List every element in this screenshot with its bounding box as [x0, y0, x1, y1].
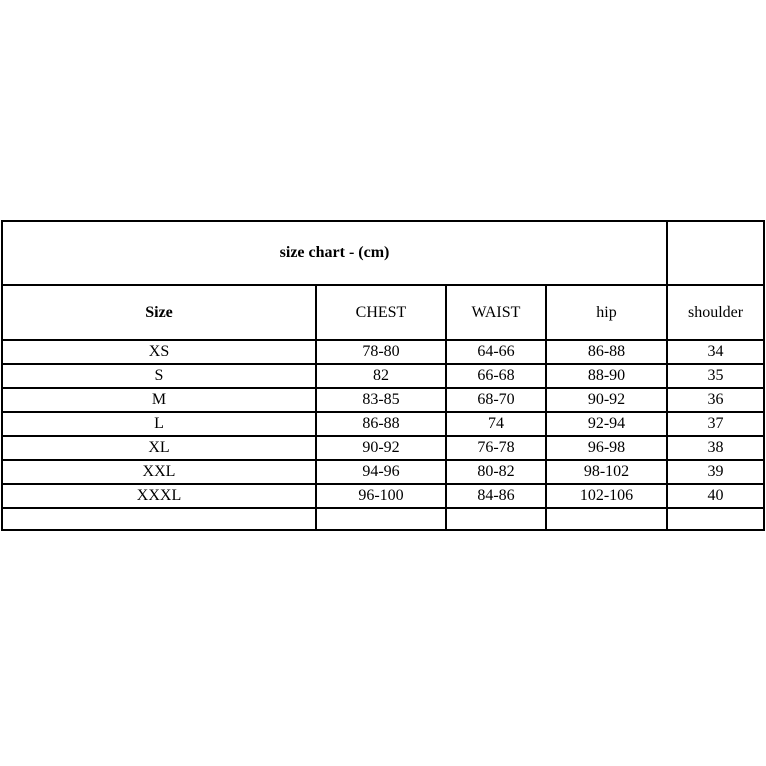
column-header-waist: WAIST: [446, 285, 546, 340]
column-header-chest: CHEST: [316, 285, 446, 340]
column-header-hip: hip: [546, 285, 667, 340]
size-cell: L: [2, 412, 316, 436]
hip-cell: 88-90: [546, 364, 667, 388]
chest-cell: 86-88: [316, 412, 446, 436]
table-row-xxxl: [2, 484, 764, 508]
table-row-xs: [2, 340, 764, 364]
title-row: [2, 221, 764, 285]
table-row-m: [2, 388, 764, 412]
empty-cell: [667, 508, 764, 530]
shoulder-cell: 34: [667, 340, 764, 364]
empty-cell: [546, 508, 667, 530]
header-row: [2, 285, 764, 340]
empty-cell: [446, 508, 546, 530]
hip-cell: 96-98: [546, 436, 667, 460]
empty-row: [2, 508, 764, 530]
hip-cell: 86-88: [546, 340, 667, 364]
hip-cell: 98-102: [546, 460, 667, 484]
column-header-shoulder: shoulder: [667, 285, 764, 340]
shoulder-cell: 40: [667, 484, 764, 508]
hip-cell: 102-106: [546, 484, 667, 508]
empty-cell: [667, 221, 764, 285]
waist-cell: 84-86: [446, 484, 546, 508]
shoulder-cell: 36: [667, 388, 764, 412]
size-cell: XS: [2, 340, 316, 364]
waist-cell: 80-82: [446, 460, 546, 484]
table-row-xxl: [2, 460, 764, 484]
empty-cell: [316, 508, 446, 530]
waist-cell: 76-78: [446, 436, 546, 460]
size-cell: XL: [2, 436, 316, 460]
table-row-s: [2, 364, 764, 388]
waist-cell: 74: [446, 412, 546, 436]
table-title: size chart - (cm): [2, 221, 667, 285]
hip-cell: 92-94: [546, 412, 667, 436]
shoulder-cell: 39: [667, 460, 764, 484]
size-cell: S: [2, 364, 316, 388]
chest-cell: 96-100: [316, 484, 446, 508]
table-row-l: [2, 412, 764, 436]
chest-cell: 90-92: [316, 436, 446, 460]
chest-cell: 83-85: [316, 388, 446, 412]
shoulder-cell: 35: [667, 364, 764, 388]
waist-cell: 68-70: [446, 388, 546, 412]
shoulder-cell: 38: [667, 436, 764, 460]
waist-cell: 66-68: [446, 364, 546, 388]
chest-cell: 82: [316, 364, 446, 388]
hip-cell: 90-92: [546, 388, 667, 412]
size-chart-table: [1, 220, 765, 531]
size-cell: M: [2, 388, 316, 412]
chest-cell: 94-96: [316, 460, 446, 484]
shoulder-cell: 37: [667, 412, 764, 436]
column-header-size: Size: [2, 285, 316, 340]
waist-cell: 64-66: [446, 340, 546, 364]
empty-cell: [2, 508, 316, 530]
size-cell: XXXL: [2, 484, 316, 508]
size-cell: XXL: [2, 460, 316, 484]
table-row-xl: [2, 436, 764, 460]
chest-cell: 78-80: [316, 340, 446, 364]
